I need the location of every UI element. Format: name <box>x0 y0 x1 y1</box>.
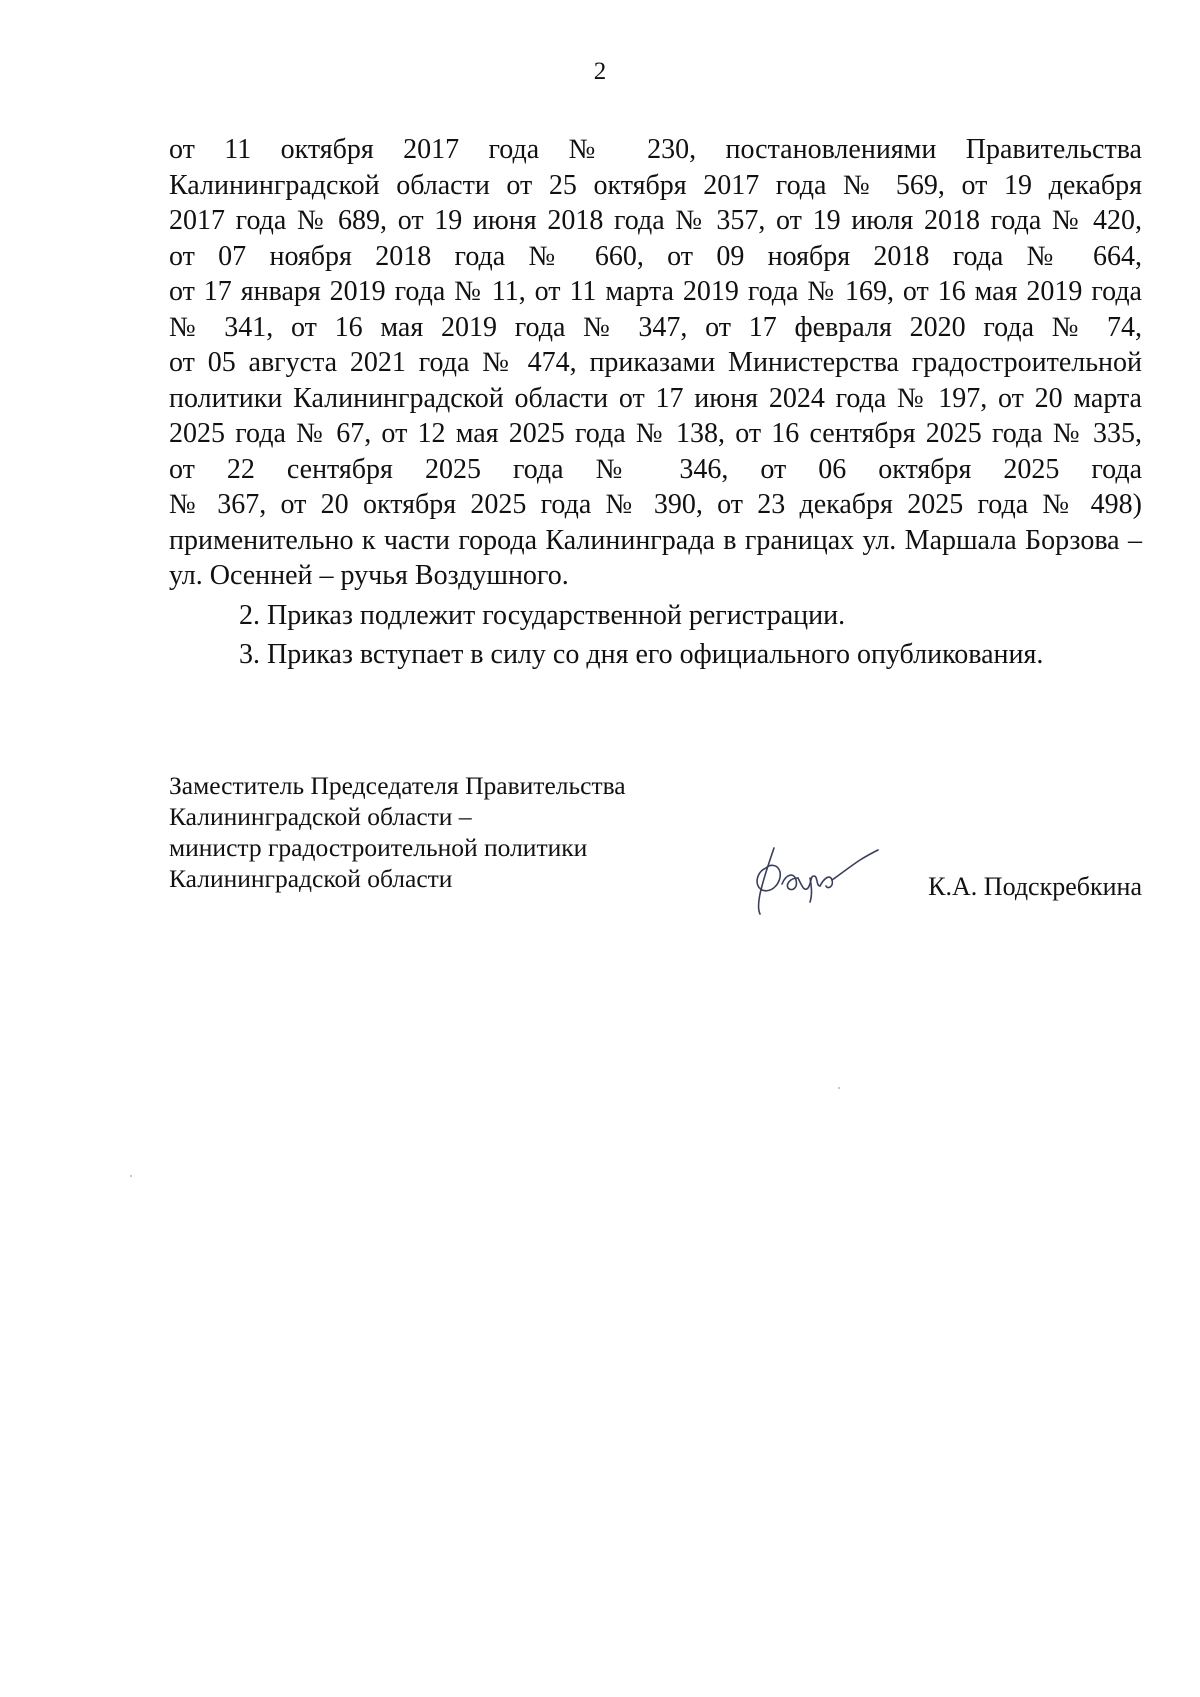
body-line: № 341, от 16 мая 2019 года № 347, от 17 февраля 2020 года № 74, <box>169 311 1142 343</box>
body-line: от 07 ноября 2018 года № 660, от 09 ноября 2018 года № 664, <box>169 240 1142 272</box>
position-line: Заместитель Председателя Правительства <box>169 771 626 800</box>
position-line: Калининградской области – <box>169 802 472 831</box>
body-line: от 11 октября 2017 года № 230, постановлениями Правительства <box>169 134 1142 165</box>
body-line: 2025 года № 67, от 12 мая 2025 года № 138, от 16 сентября 2025 года № 335, <box>169 418 1142 449</box>
paragraph-effective-date: 3. Приказ вступает в силу со дня его официального опубликования. <box>239 639 1044 670</box>
body-line: от 22 сентября 2025 года № 346, от 06 октября 2025 года <box>169 453 1142 485</box>
body-line: политики Калининградской области от 17 июня 2024 года № 197, от 20 марта <box>169 382 1142 414</box>
page-number: 2 <box>593 58 607 85</box>
body-line: от 17 января 2019 года № 11, от 11 марта 2019 года № 169, от 16 мая 2019 года <box>169 276 1142 307</box>
handwritten-signature <box>752 838 882 920</box>
body-line: 2017 года № 689, от 19 июня 2018 года № 357, от 19 июля 2018 года № 420, <box>169 205 1142 236</box>
body-line: Калининградской области от 25 октября 2017 года № 569, от 19 декабря <box>169 169 1142 201</box>
position-line: Калининградской области <box>169 864 453 893</box>
scan-artifact <box>838 1087 840 1089</box>
document-body <box>169 132 1142 673</box>
body-line: от 05 августа 2021 года № 474, приказами Министерства градостроительной <box>169 347 1142 378</box>
scan-artifact <box>130 1175 132 1177</box>
position-line: министр градостроительной политики <box>169 833 588 862</box>
paragraph-registration: 2. Приказ подлежит государственной регистрации. <box>239 599 846 631</box>
body-line: № 367, от 20 октября 2025 года № 390, от 23 декабря 2025 года № 498) <box>169 489 1142 520</box>
body-line: применительно к части города Калининграда в границах ул. Маршала Борзова – <box>169 524 1142 556</box>
body-line: ул. Осенней – ручья Воздушного. <box>169 560 569 591</box>
signer-name: К.А. Подскребкина <box>928 872 1142 901</box>
